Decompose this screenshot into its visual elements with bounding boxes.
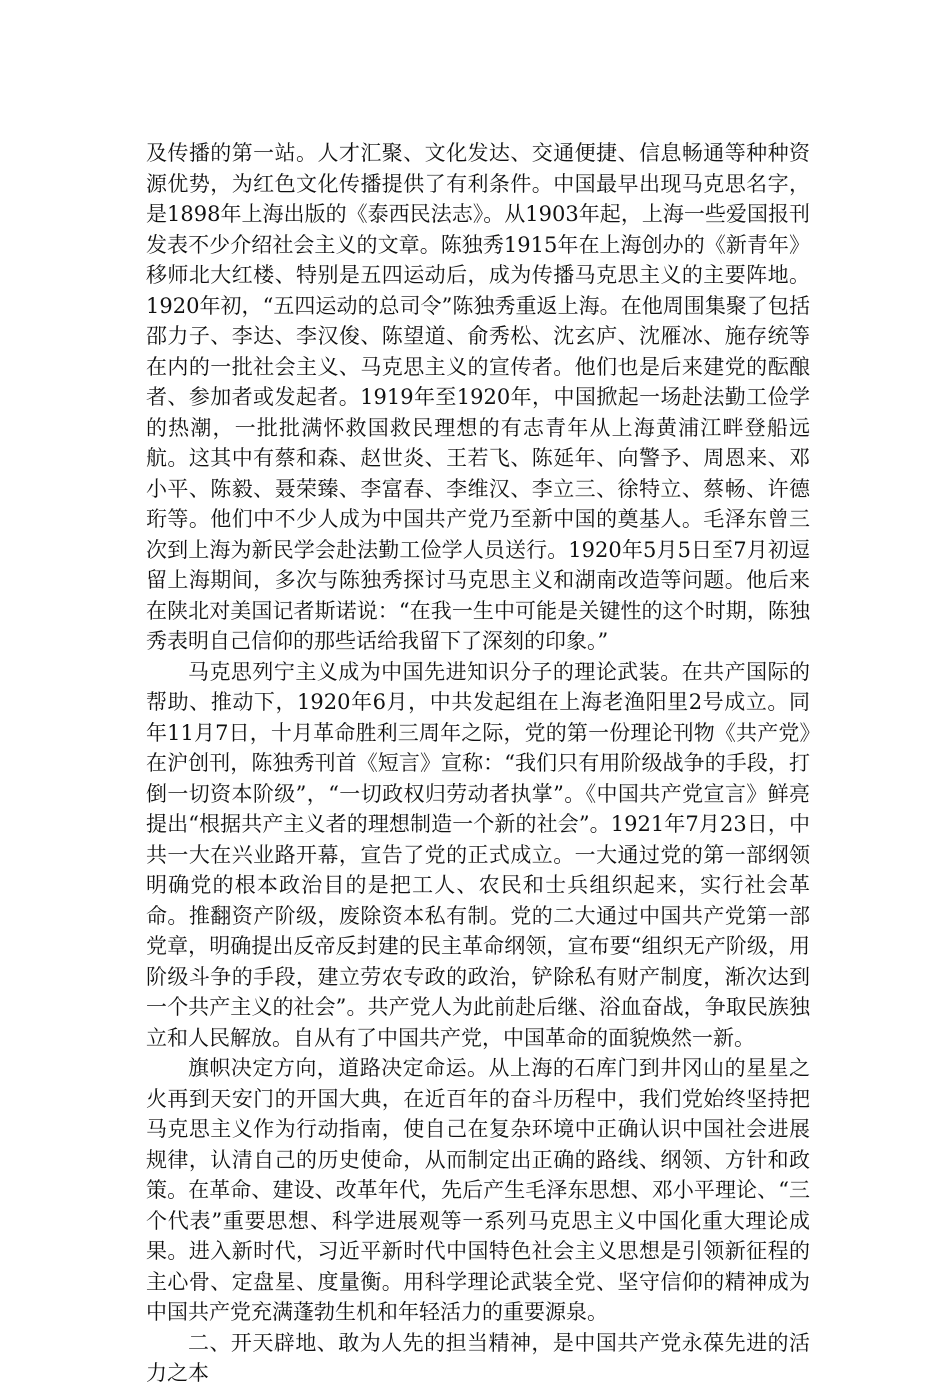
paragraph: 马克思列宁主义成为中国先进知识分子的理论武装。在共产国际的帮助、推动下，1920年6月，中共发起组在上海老渔阳里2号成立。同年11月7日，十月革命胜利三周年之际，党的第一份理论刊物《共产党》在沪创刊，陈独秀刊首《短言》宣称：“我们只有用阶级战争的手段，打倒一切资本阶级”，“一切政权归劳动者执掌”。《中国共产党宣言》鲜亮提出“根据共产主义者的理想制造一个新的社会”。1921年7月23日，中共一大在兴业路开幕，宣告了党的正式成立。一大通过党的第一部纲领明确党的根本政治目的是把工人、农民和士兵组织起来，实行社会革命。推翻资产阶级，废除资本私有制。党的二大通过中国共产党第一部党章，明确提出反帝反封建的民主革命纲领，宣布要“组织无产阶级，用阶级斗争的手段，建立劳农专政的政治，铲除私有财产制度，渐次达到一个共产主义的社会”。共产党人为此前赴后继、浴血奋战，争取民族独立和人民解放。自从有了中国共产党，中国革命的面貌焕然一新。 (146, 659, 810, 1050)
paragraph: 及传播的第一站。人才汇聚、文化发达、交通便捷、信息畅通等种种资源优势，为红色文化传播提供了有利条件。中国最早出现马克思名字，是1898年上海出版的《泰西民法志》。从1903年起，上海一些爱国报刊发表不少介绍社会主义的文章。陈独秀1915年在上海创办的《新青年》移师北大红楼、特别是五四运动后，成为传播马克思主义的主要阵地。1920年初，“五四运动的总司令”陈独秀重返上海。在他周围集聚了包括邵力子、李达、李汉俊、陈望道、俞秀松、沈玄庐、沈雁冰、施存统等在内的一批社会主义、马克思主义的宣传者。他们也是后来建党的酝酿者、参加者或发起者。1919年至1920年，中国掀起一场赴法勤工俭学的热潮，一批批满怀救国救民理想的有志青年从上海黄浦江畔登船远航。这其中有蔡和森、赵世炎、王若飞、陈延年、向警予、周恩来、邓小平、陈毅、聂荣臻、李富春、李维汉、李立三、徐特立、蔡畅、许德珩等。他们中不少人成为中国共产党乃至新中国的奠基人。毛泽东曾三次到上海为新民学会赴法勤工俭学人员送行。1920年5月5日至7月初逗留上海期间，多次与陈独秀探讨马克思主义和湖南改造等问题。他后来在陕北对美国记者斯诺说：“在我一生中可能是关键性的这个时期，陈独秀表明自己信仰的那些话给我留下了深刻的印象。” (146, 141, 810, 653)
document-page (146, 138, 810, 1389)
section-heading: 二、开天辟地、敢为人先的担当精神，是中国共产党永葆先进的活力之本 (146, 1330, 810, 1385)
paragraph: 旗帜决定方向，道路决定命运。从上海的石库门到井冈山的星星之火再到天安门的开国大典，在近百年的奋斗历程中，我们党始终坚持把马克思主义作为行动指南，使自己在复杂环境中正确认识中国社会进展规律，认清自己的历史使命，从而制定出正确的路线、纲领、方针和政策。在革命、建设、改革年代，先后产生毛泽东思想、邓小平理论、“三个代表”重要思想、科学进展观等一系列马克思主义中国化重大理论成果。进入新时代，习近平新时代中国特色社会主义思想是引领新征程的主心骨、定盘星、度量衡。用科学理论武装全党、坚守信仰的精神成为中国共产党充满蓬勃生机和年轻活力的重要源泉。 (146, 1056, 810, 1324)
